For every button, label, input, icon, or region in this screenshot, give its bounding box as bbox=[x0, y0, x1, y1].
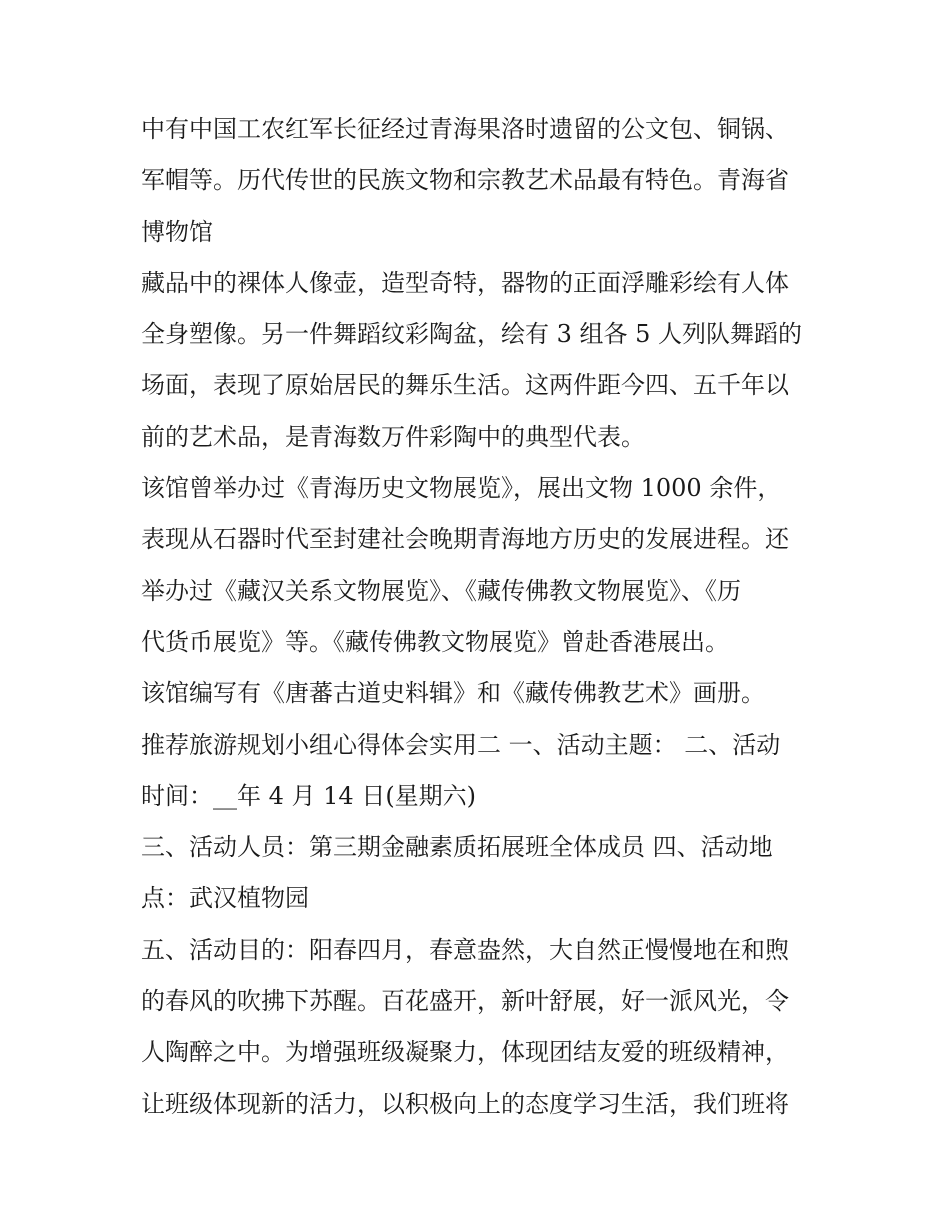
text-line: 藏品中的裸体人像壶，造型奇特，器物的正面浮雕彩绘有人体 bbox=[141, 268, 789, 297]
text-line: 三、活动人员：第三期金融素质拓展班全体成员 四、活动地 bbox=[141, 833, 773, 862]
text-line: 军帽等。历代传世的民族文物和宗教艺术品最有特色。青海省 bbox=[141, 166, 789, 195]
text-line: 该馆编写有《唐蕃古道史料辑》和《藏传佛教艺术》画册。 bbox=[141, 679, 765, 708]
text-line: 该馆曾举办过《青海历史文物展览》，展出文物 1000 余件， bbox=[141, 474, 782, 503]
text-line: 场面，表现了原始居民的舞乐生活。这两件距今四、五千年以 bbox=[141, 371, 789, 400]
text-line: 推荐旅游规划小组心得体会实用二 一、活动主题： 二、活动 bbox=[141, 730, 781, 759]
text-line: 全身塑像。另一件舞蹈纹彩陶盆，绘有 3 组各 5 人列队舞蹈的 bbox=[141, 320, 803, 349]
text-line: 时间：__年 4 月 14 日(星期六) bbox=[141, 781, 477, 810]
text-line: 让班级体现新的活力，以积极向上的态度学习生活，我们班将 bbox=[141, 1089, 789, 1118]
text-line: 举办过《藏汉关系文物展览》、《藏传佛教文物展览》、《历 bbox=[141, 576, 741, 605]
text-line: 中有中国工农红军长征经过青海果洛时遗留的公文包、铜锅、 bbox=[141, 115, 789, 143]
text-line: 点：武汉植物园 bbox=[141, 884, 309, 913]
text-line: 前的艺术品，是青海数万件彩陶中的典型代表。 bbox=[141, 422, 645, 451]
text-line: 的春风的吹拂下苏醒。百花盛开，新叶舒展，好一派风光，令 bbox=[141, 987, 789, 1016]
document-body bbox=[141, 104, 821, 1130]
text-line: 人陶醉之中。为增强班级凝聚力，体现团结友爱的班级精神， bbox=[141, 1038, 789, 1067]
text-line: 表现从石器时代至封建社会晚期青海地方历史的发展进程。还 bbox=[141, 525, 789, 554]
text-line: 五、活动目的：阳春四月，春意盎然，大自然正慢慢地在和煦 bbox=[141, 935, 789, 964]
text-line: 代货币展览》等。《藏传佛教文物展览》曾赴香港展出。 bbox=[141, 627, 729, 656]
text-line: 博物馆 bbox=[141, 217, 213, 246]
